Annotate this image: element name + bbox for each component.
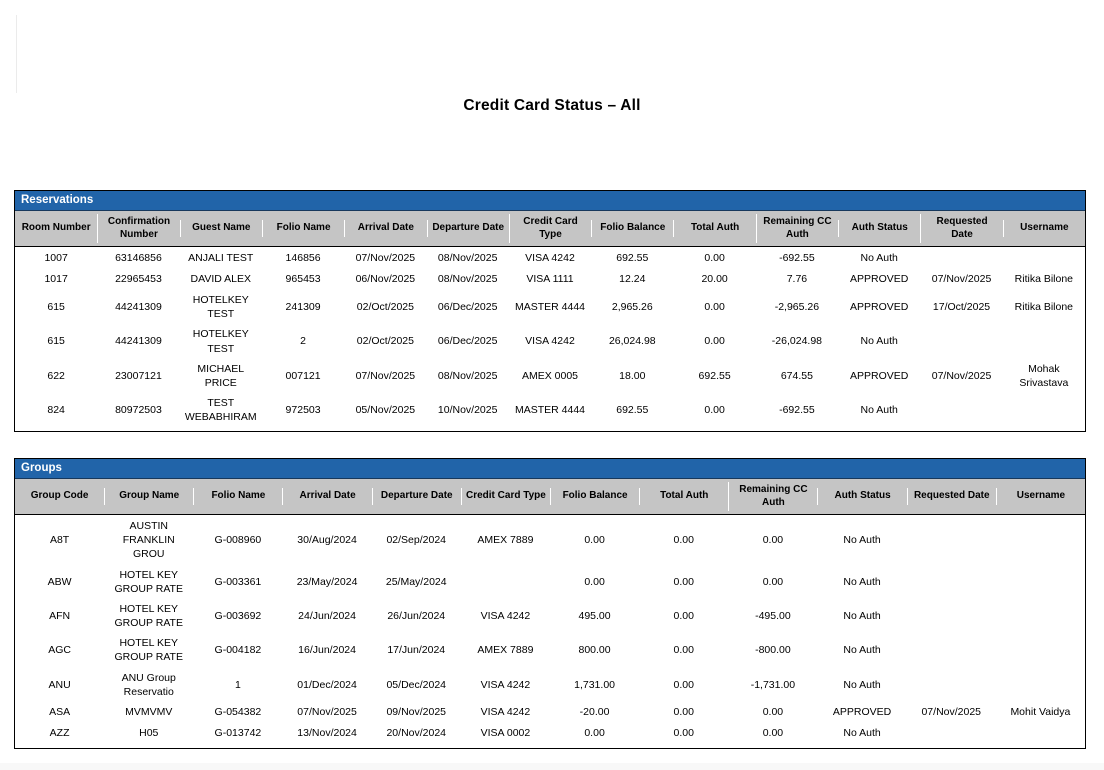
cell (907, 730, 996, 736)
cell: 0.00 (762, 534, 784, 547)
cell: 0.00 (673, 575, 694, 588)
cell: VISA 4242 (480, 706, 531, 719)
cell: G-013742 (214, 727, 262, 740)
cell: 692.55 (616, 252, 649, 265)
cell (907, 579, 996, 585)
cell: 23007121 (115, 369, 162, 382)
cell: ASA (49, 706, 71, 719)
cell: 2,965.26 (611, 301, 653, 314)
column-header: Credit Card Type (509, 214, 591, 243)
cell (907, 647, 996, 653)
column-header: Arrival Date (344, 220, 426, 237)
cell: 80972503 (115, 404, 162, 417)
cell: ANU (48, 678, 71, 691)
cell: 0.00 (673, 644, 694, 657)
column-header: Arrival Date (282, 488, 371, 505)
cell: 241309 (285, 301, 321, 314)
cell: 44241309 (115, 335, 162, 348)
table-row (15, 599, 1085, 633)
table-row (15, 516, 1085, 565)
reservations-table (14, 190, 1086, 432)
cell: 02/Oct/2025 (356, 335, 414, 348)
bottom-strip (0, 763, 1104, 770)
groups-table-body (15, 515, 1085, 748)
column-header: Requested Date (907, 488, 996, 505)
cell: 24/Jun/2024 (298, 609, 356, 622)
cell: AUSTIN FRANKLIN GROU (122, 520, 175, 561)
cell: 0.00 (584, 727, 605, 740)
cell: Mohak Srivastava (1019, 362, 1069, 389)
column-header: Folio Balance (550, 488, 639, 505)
cell: VISA 1111 (526, 273, 574, 286)
cell: 0.00 (673, 706, 694, 719)
cell: VISA 0002 (480, 727, 531, 740)
cell: HOTELKEY TEST (192, 328, 249, 355)
reservations-column-header-row (15, 211, 1085, 247)
table-row (15, 565, 1085, 599)
cell: 07/Nov/2025 (931, 369, 992, 382)
cell: -2,965.26 (774, 301, 820, 314)
column-header: Confirmation Number (97, 214, 179, 243)
reservations-section-header: Reservations (15, 191, 1085, 211)
cell: 1007 (44, 252, 68, 265)
cell: 26,024.98 (608, 335, 656, 348)
cell: No Auth (860, 404, 898, 417)
cell: 800.00 (578, 644, 611, 657)
cell: No Auth (843, 644, 881, 657)
cell: 007121 (285, 369, 321, 382)
column-header: Username (1003, 220, 1085, 237)
table-row (15, 723, 1085, 744)
cell: G-054382 (214, 706, 262, 719)
cell (996, 613, 1085, 619)
groups-column-header-row (15, 479, 1085, 515)
cell: AFN (49, 609, 71, 622)
column-header: Credit Card Type (461, 488, 550, 505)
cell: 20.00 (701, 273, 728, 286)
cell: No Auth (843, 534, 881, 547)
cell: 02/Oct/2025 (356, 301, 414, 314)
table-row (15, 668, 1085, 702)
cell: 09/Nov/2025 (386, 706, 447, 719)
cell: 06/Dec/2025 (437, 301, 498, 314)
cell: G-004182 (214, 644, 262, 657)
cell: 12.24 (619, 273, 646, 286)
cell: 692.55 (616, 404, 649, 417)
column-header: Folio Name (262, 220, 344, 237)
cell: 0.00 (584, 534, 605, 547)
cell: 18.00 (619, 369, 646, 382)
cell: 7.76 (786, 273, 808, 286)
cell: 0.00 (704, 301, 725, 314)
cell: HOTEL KEY GROUP RATE (114, 568, 183, 595)
cell: 07/Nov/2025 (297, 706, 357, 719)
cell: 0.00 (704, 404, 725, 417)
cell: 06/Nov/2025 (355, 273, 416, 286)
cell: AZZ (49, 727, 70, 740)
cell: VISA 4242 (480, 609, 531, 622)
table-row (15, 393, 1085, 427)
page-edge-line (16, 15, 17, 93)
page-title: Credit Card Status – All (463, 97, 641, 114)
cell: 0.00 (762, 706, 784, 719)
cell (461, 579, 550, 585)
cell: G-003692 (214, 609, 262, 622)
table-row (15, 290, 1085, 324)
cell: No Auth (843, 678, 881, 691)
cell: G-003361 (214, 575, 262, 588)
cell: TEST WEBABHIRAM (184, 397, 257, 424)
cell: 495.00 (578, 609, 611, 622)
cell: 08/Nov/2025 (437, 252, 498, 265)
cell (907, 613, 996, 619)
cell (1003, 339, 1085, 345)
cell: 1 (234, 678, 241, 691)
cell: 615 (47, 301, 65, 314)
cell (996, 682, 1085, 688)
cell: VISA 4242 (525, 335, 575, 348)
cell: Ritika Bilone (1014, 301, 1074, 314)
groups-table (14, 458, 1086, 749)
cell: 44241309 (115, 301, 162, 314)
cell: 824 (47, 404, 65, 417)
cell: G-008960 (214, 534, 262, 547)
cell: ANU Group Reservatio (121, 671, 176, 698)
cell: No Auth (843, 609, 881, 622)
cell: 08/Nov/2025 (437, 273, 498, 286)
cell: AMEX 7889 (477, 534, 534, 547)
cell: 674.55 (780, 369, 813, 382)
cell: -800.00 (755, 644, 791, 657)
cell: APPROVED (850, 369, 909, 382)
cell (920, 407, 1002, 413)
cell (1003, 256, 1085, 262)
cell: ANJALI TEST (188, 252, 254, 265)
cell: 16/Jun/2024 (298, 644, 356, 657)
cell: MVMVMV (125, 706, 173, 719)
cell: -495.00 (755, 609, 791, 622)
cell: 05/Nov/2025 (355, 404, 416, 417)
cell (996, 537, 1085, 543)
cell: AMEX 0005 (521, 369, 579, 382)
cell: 23/May/2024 (296, 575, 358, 588)
cell: 0.00 (673, 534, 694, 547)
column-header: Group Name (104, 488, 193, 505)
cell (907, 682, 996, 688)
cell: 30/Aug/2024 (297, 534, 357, 547)
cell (996, 579, 1085, 585)
table-row (15, 324, 1085, 358)
column-header: Folio Name (193, 488, 282, 505)
table-row (15, 633, 1085, 667)
cell: 05/Dec/2024 (386, 678, 447, 691)
cell: -20.00 (579, 706, 610, 719)
cell: AMEX 7889 (477, 644, 534, 657)
cell: 0.00 (673, 609, 694, 622)
cell: 20/Nov/2024 (386, 727, 447, 740)
cell: 615 (47, 335, 65, 348)
cell: MICHAEL PRICE (197, 362, 245, 389)
column-header: Folio Balance (591, 220, 673, 237)
cell: -26,024.98 (771, 335, 823, 348)
column-header: Room Number (21, 222, 91, 234)
cell: 0.00 (673, 678, 694, 691)
cell: 25/May/2024 (385, 575, 447, 588)
cell: 965453 (285, 273, 321, 286)
cell: No Auth (843, 727, 881, 740)
cell: 06/Dec/2025 (437, 335, 498, 348)
cell: ABW (47, 575, 72, 588)
column-header: Group Code (30, 490, 89, 502)
cell: 622 (47, 369, 65, 382)
cell: 02/Sep/2024 (386, 534, 447, 547)
cell: 2 (300, 335, 306, 348)
cell: 0.00 (762, 575, 784, 588)
column-header: Remaining CC Auth (728, 482, 817, 511)
cell: 17/Oct/2025 (932, 301, 991, 314)
cell: 692.55 (698, 369, 731, 382)
cell: HOTEL KEY GROUP RATE (114, 637, 183, 664)
reservations-table-body (15, 247, 1085, 431)
cell: 0.00 (704, 335, 725, 348)
column-header: Departure Date (372, 488, 461, 505)
cell: 0.00 (584, 575, 605, 588)
cell: 1,731.00 (574, 678, 615, 691)
cell: No Auth (860, 252, 898, 265)
cell: Mohit Vaidya (1010, 706, 1071, 719)
table-row (15, 359, 1085, 393)
cell: 22965453 (115, 273, 162, 286)
cell (1003, 407, 1085, 413)
column-header: Auth Status (817, 488, 906, 505)
cell: HOTELKEY TEST (192, 294, 249, 321)
cell: MASTER 4444 (514, 404, 585, 417)
cell: H05 (139, 727, 159, 740)
cell: -692.55 (779, 252, 815, 265)
groups-section-header: Groups (15, 459, 1085, 479)
column-header: Requested Date (920, 214, 1002, 243)
cell: Ritika Bilone (1014, 273, 1074, 286)
cell: A8T (49, 534, 70, 547)
cell: HOTEL KEY GROUP RATE (114, 602, 183, 630)
cell: DAVID ALEX (190, 273, 252, 286)
column-header: Remaining CC Auth (756, 214, 838, 243)
cell: -692.55 (779, 404, 815, 417)
column-header: Guest Name (180, 220, 262, 237)
cell: -1,731.00 (750, 678, 796, 691)
cell: No Auth (860, 335, 898, 348)
cell: 1017 (44, 273, 68, 286)
cell: APPROVED (832, 706, 892, 719)
cell (920, 256, 1002, 262)
cell: 0.00 (673, 727, 694, 740)
cell: 17/Jun/2024 (387, 644, 446, 657)
cell (907, 537, 996, 543)
cell: VISA 4242 (525, 252, 575, 265)
cell: No Auth (843, 575, 881, 588)
cell: 26/Jun/2024 (387, 609, 446, 622)
column-header: Auth Status (838, 220, 920, 237)
column-header: Total Auth (639, 488, 728, 505)
cell (996, 730, 1085, 736)
column-header: Username (996, 488, 1085, 505)
cell: APPROVED (850, 301, 909, 314)
column-header: Departure Date (427, 220, 509, 237)
cell: 146856 (285, 252, 321, 265)
cell: MASTER 4444 (514, 301, 585, 314)
cell: 972503 (285, 404, 321, 417)
cell: 10/Nov/2025 (437, 404, 498, 417)
cell: 0.00 (704, 252, 725, 265)
cell (996, 647, 1085, 653)
cell: VISA 4242 (480, 678, 531, 691)
table-row (15, 702, 1085, 723)
cell: 07/Nov/2025 (355, 369, 416, 382)
table-row (15, 269, 1085, 290)
cell: AGC (48, 644, 71, 657)
cell: APPROVED (850, 273, 909, 286)
cell: 08/Nov/2025 (437, 369, 498, 382)
cell: 0.00 (762, 727, 784, 740)
cell (920, 339, 1002, 345)
cell: 07/Nov/2025 (921, 706, 982, 719)
table-row (15, 248, 1085, 269)
cell: 01/Dec/2024 (297, 678, 357, 691)
cell: 63146856 (115, 252, 162, 265)
cell: 07/Nov/2025 (355, 252, 416, 265)
cell: 13/Nov/2024 (297, 727, 357, 740)
column-header: Total Auth (673, 220, 755, 237)
cell: 07/Nov/2025 (931, 273, 992, 286)
